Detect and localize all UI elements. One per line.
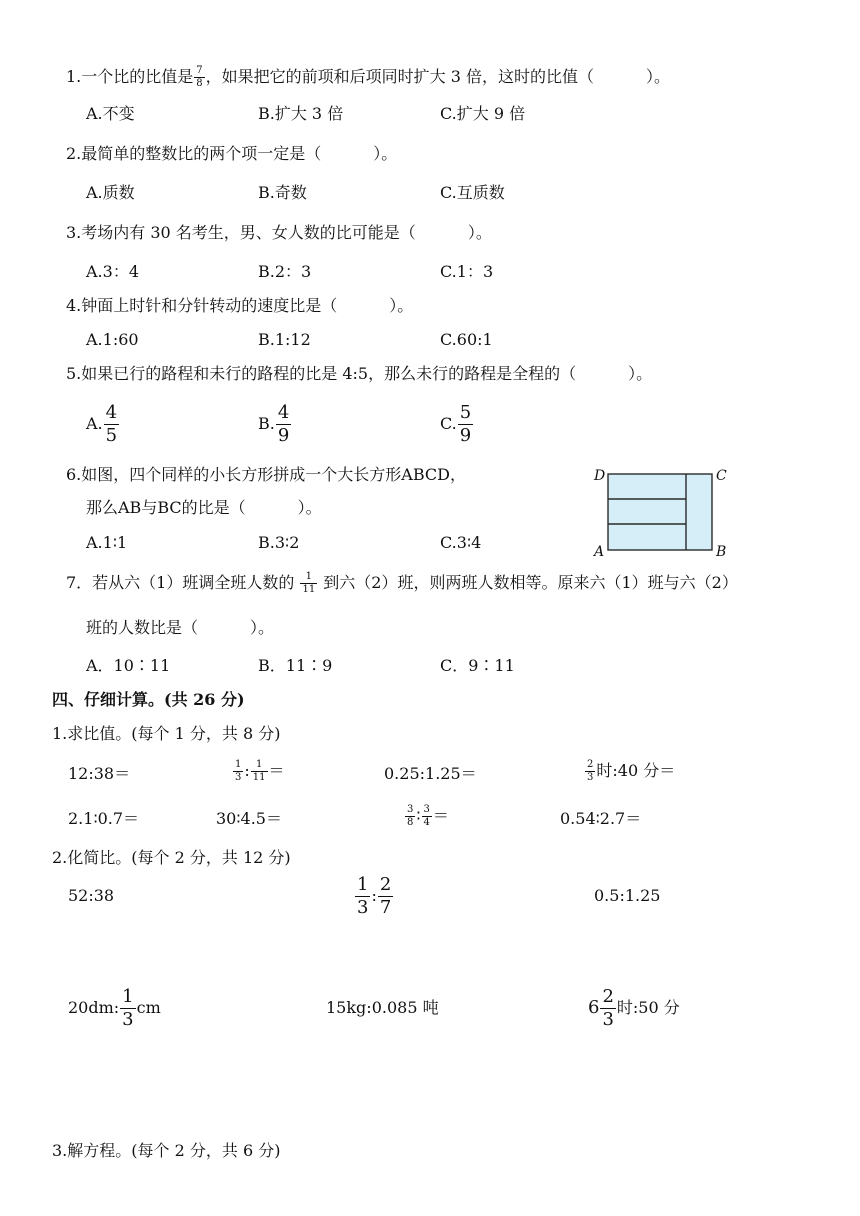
part1-title: 1.求比值。(每个 1 分，共 8 分) [52,724,281,743]
q5-option-c[interactable]: C. $\frac{5}{9}$ [440,402,472,446]
simplify-2-frac-b: $\frac{2}{7}$ [379,874,392,918]
q5-option-a[interactable]: A. $\frac{4}{5}$ [86,402,118,446]
label-a: A [594,544,605,560]
q7-option-c[interactable]: C．9∶11 [440,656,515,675]
q4-option-b[interactable]: B.1:12 [258,330,311,349]
q1-option-c[interactable]: C.扩大 9 倍 [440,104,526,123]
label-b: B [716,544,727,560]
rectangle-figure-svg [594,468,734,560]
q6-option-b[interactable]: B.3∶2 [258,533,300,552]
calc-1-3[interactable]: 0.25:1.25＝ [384,764,477,783]
q5-option-c-fraction: $\frac{5}{9}$ [459,402,472,446]
calc-1-2[interactable]: $\frac{1}{3}$ : $\frac{1}{11}$ ＝ [235,759,285,783]
q2-option-a[interactable]: A.质数 [86,183,135,202]
q3-option-b[interactable]: B.2：3 [258,262,312,281]
label-d: D [594,468,606,484]
q7-option-a[interactable]: A．10∶11 [86,656,171,675]
q7-option-b[interactable]: B．11∶9 [258,656,333,675]
q7-fraction: $\frac{1}{11}$ [302,571,316,595]
q6-stem-line1: 6.如图，四个同样的小长方形拼成一个大长方形ABCD， [66,465,466,484]
q2-stem: 2.最简单的整数比的两个项一定是（ ）。 [66,144,398,163]
simplify-5[interactable]: 15kg:0.085 吨 [326,998,439,1017]
q4-option-a[interactable]: A.1:60 [86,330,139,349]
q5-option-a-fraction: $\frac{4}{5}$ [105,402,118,446]
calc-1-2-frac-a: $\frac{1}{3}$ [235,759,242,783]
q6-option-c[interactable]: C.3∶4 [440,533,482,552]
part3-title: 3.解方程。(每个 2 分，共 6 分) [52,1141,281,1160]
calc-1-6[interactable]: 30∶4.5＝ [216,809,282,828]
q1-stem: 1.一个比的比值是 $\frac{7}{8}$ ，如果把它的前项和后项同时扩大 3 倍，这时的比值（ ）。 [66,65,671,89]
simplify-4[interactable]: 20dm: $\frac{1}{3}$ cm [68,986,161,1030]
simplify-1[interactable]: 52:38 [68,886,115,905]
q6-option-a[interactable]: A.1∶1 [86,533,128,552]
simplify-4-frac: $\frac{1}{3}$ [122,986,134,1030]
q1-option-b[interactable]: B.扩大 3 倍 [258,104,344,123]
q2-option-c[interactable]: C.互质数 [440,183,505,202]
q3-stem: 3.考场内有 30 名考生，男、女人数的比可能是（ ）。 [66,223,492,242]
rectangle-abcd-figure [594,468,734,560]
simplify-3[interactable]: 0.5:1.25 [594,886,661,905]
q3-option-a[interactable]: A.3：4 [86,262,140,281]
calc-1-4[interactable]: $\frac{2}{3}$ 时:40 分＝ [587,759,676,783]
calc-1-7[interactable]: $\frac{3}{8}$ ∶ $\frac{3}{4}$ ＝ [407,804,449,828]
calc-1-8[interactable]: 0.54∶2.7＝ [560,809,642,828]
q2-option-b[interactable]: B.奇数 [258,183,307,202]
q7-stem-line2: 班的人数比是（ ）。 [86,618,275,637]
q6-stem-line2: 那么AB与BC的比是（ ）。 [86,498,322,517]
q4-option-c[interactable]: C.60:1 [440,330,493,349]
q1-option-a[interactable]: A.不变 [86,104,135,123]
calc-1-7-frac-b: $\frac{3}{4}$ [423,804,430,828]
label-c: C [716,468,727,484]
calc-1-2-frac-b: $\frac{1}{11}$ [252,759,266,783]
simplify-2[interactable]: $\frac{1}{3}$ : $\frac{2}{7}$ [357,874,392,918]
q4-stem: 4.钟面上时针和分针转动的速度比是（ ）。 [66,296,414,315]
calc-1-1[interactable]: 12:38＝ [68,764,131,783]
q3-option-c[interactable]: C.1：3 [440,262,494,281]
part2-title: 2.化简比。(每个 2 分，共 12 分) [52,848,291,867]
calc-1-7-frac-a: $\frac{3}{8}$ [407,804,414,828]
q5-stem: 5.如果已行的路程和未行的路程的比是 4:5，那么未行的路程是全程的（ ）。 [66,364,653,383]
q5-option-b-fraction: $\frac{4}{9}$ [277,402,290,446]
calc-1-5[interactable]: 2.1∶0.7＝ [68,809,140,828]
simplify-6-frac: $\frac{2}{3}$ [602,986,614,1030]
q7-stem-line1: 7．若从六（1）班调全班人数的 $\frac{1}{11}$ 到六（2）班，则两班人数相等。原来六（1）班与六（2） [66,571,738,595]
section4-title: 四、仔细计算。(共 26 分) [52,690,245,709]
calc-1-4-frac: $\frac{2}{3}$ [587,759,594,783]
big-rectangle [608,474,712,550]
q5-option-b[interactable]: B. $\frac{4}{9}$ [258,402,290,446]
simplify-2-frac-a: $\frac{1}{3}$ [357,874,369,918]
q1-fraction: $\frac{7}{8}$ [196,65,203,89]
simplify-6[interactable]: 6 $\frac{2}{3}$ 时:50 分 [588,986,680,1030]
